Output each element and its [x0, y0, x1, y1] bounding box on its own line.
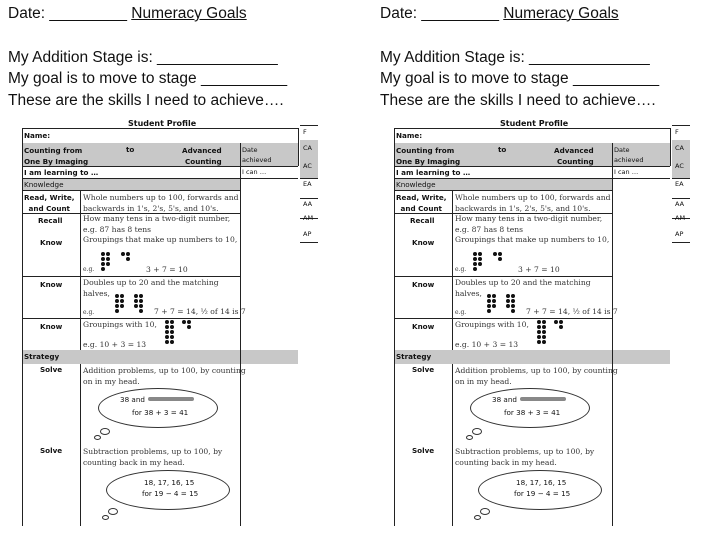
dot [559, 320, 563, 324]
dot [542, 325, 546, 329]
dot [101, 257, 105, 261]
dot [478, 252, 482, 256]
stage-target: Advanced Counting [554, 146, 594, 166]
dot [165, 340, 169, 344]
dot [115, 299, 119, 303]
dot [492, 299, 496, 303]
dot [139, 294, 143, 298]
dot [537, 340, 541, 344]
dot [101, 262, 105, 266]
strategy-label: Strategy [24, 352, 60, 361]
stage-ca: CA [303, 144, 312, 152]
row-label: Know [412, 238, 435, 247]
i-can-label: I can … [242, 168, 267, 176]
row-label: Recall [410, 216, 435, 225]
row-text: Groupings with 10, [83, 320, 157, 329]
sheet-title: Numeracy Goals [503, 5, 619, 22]
dot [134, 304, 138, 308]
dot [473, 267, 477, 271]
dot [542, 320, 546, 324]
stage-f: F [303, 128, 307, 136]
solve-text: Subtraction problems, up to 100, by counting back in my head. [83, 447, 223, 467]
skills-line: These are the skills I need to achieve…. [8, 92, 284, 109]
dot [165, 330, 169, 334]
row-label: Know [412, 280, 435, 289]
dot [542, 330, 546, 334]
dot [537, 325, 541, 329]
dot [492, 294, 496, 298]
dot [139, 304, 143, 308]
dot [115, 294, 119, 298]
dot [537, 330, 541, 334]
stage-ea: EA [303, 180, 312, 188]
stage-to: to [498, 145, 507, 154]
counters-icon [148, 397, 194, 401]
learning-label: I am learning to … [24, 168, 99, 177]
row-label: Know [412, 322, 435, 331]
dot [506, 299, 510, 303]
goal-sheet [380, 0, 720, 540]
learning-label: I am learning to … [396, 168, 471, 177]
row-text: How many tens in a two-digit number, e.g. 87 has 8 tens Groupings that make up numbers to 10, [83, 214, 238, 244]
row-label: Know [40, 238, 63, 247]
stage-target: Advanced Counting [182, 146, 222, 166]
dot [537, 335, 541, 339]
row-eg: e.g. [455, 266, 467, 273]
dot [182, 320, 186, 324]
date-achieved: Date achieved [614, 146, 644, 164]
dot [170, 340, 174, 344]
dot [506, 304, 510, 308]
name-label: Name: [24, 131, 51, 140]
dot [115, 304, 119, 308]
dot [170, 330, 174, 334]
row-label: Know [40, 322, 63, 331]
row-text: How many tens in a two-digit number, e.g. 87 has 8 tens Groupings that make up numbers to 10, [455, 214, 610, 244]
dot [542, 340, 546, 344]
dot [170, 320, 174, 324]
row-eg: e.g. [455, 309, 467, 316]
addition-stage-line: My Addition Stage is: ______________ [380, 49, 650, 66]
dot [473, 257, 477, 261]
stage-aa: AA [303, 200, 313, 208]
stage-am: AM [675, 214, 686, 222]
knowledge-label: Knowledge [396, 180, 436, 189]
solve-label: Solve [412, 365, 435, 374]
cloud-text: for 38 + 3 = 41 [132, 408, 189, 417]
dot [506, 294, 510, 298]
dot [473, 252, 477, 256]
dot [165, 325, 169, 329]
stage-f: F [675, 128, 679, 136]
dot [187, 320, 191, 324]
dot [473, 262, 477, 266]
stage-ac: AC [303, 162, 312, 170]
row-label: Recall [38, 216, 63, 225]
dot [487, 304, 491, 308]
dot [559, 325, 563, 329]
sheet-title: Numeracy Goals [131, 5, 247, 22]
date-field: Date: _________ [8, 5, 127, 22]
row-label: Read, Write, and Count [396, 193, 447, 213]
goal-stage-line: My goal is to move to stage __________ [8, 70, 288, 87]
row-text: Doubles up to 20 and the matching halves, [455, 278, 591, 298]
student-profile [20, 118, 320, 526]
dot [106, 262, 110, 266]
row-eg: e.g. [83, 309, 95, 316]
row-eg: e.g. 10 + 3 = 13 [455, 340, 519, 349]
dot [537, 320, 541, 324]
cloud-text: 38 and [120, 395, 145, 404]
dot [487, 309, 491, 313]
cloud-text: 18, 17, 16, 15 [516, 478, 567, 487]
dot [106, 252, 110, 256]
knowledge-label: Knowledge [24, 180, 64, 189]
row-equation: 3 + 7 = 10 [146, 265, 188, 274]
row-text: Whole numbers up to 100, forwards and backwards in 1's, 2's, 5's, and 10's. [455, 193, 611, 213]
dot [126, 252, 130, 256]
dot [120, 299, 124, 303]
dot [134, 299, 138, 303]
dot [139, 309, 143, 313]
row-text: Doubles up to 20 and the matching halves, [83, 278, 219, 298]
stage-from: Counting from One By Imaging [24, 146, 89, 166]
row-label: Know [40, 280, 63, 289]
row-equation: 7 + 7 = 14, ½ of 14 is 7 [526, 307, 618, 316]
solve-text: Addition problems, up to 100, by counting on in my head. [83, 366, 246, 386]
cloud-text: for 19 − 4 = 15 [142, 489, 199, 498]
stage-ap: AP [303, 230, 312, 238]
cloud-text: for 19 − 4 = 15 [514, 489, 571, 498]
dot [101, 252, 105, 256]
cloud-text: 38 and [492, 395, 517, 404]
dot [487, 299, 491, 303]
solve-label: Solve [40, 365, 63, 374]
stage-ap: AP [675, 230, 684, 238]
solve-label: Solve [412, 446, 435, 455]
name-label: Name: [396, 131, 423, 140]
skills-line: These are the skills I need to achieve…. [380, 92, 656, 109]
dot [554, 320, 558, 324]
profile-title: Student Profile [500, 119, 569, 128]
date-field: Date: _________ [380, 5, 499, 22]
solve-text: Subtraction problems, up to 100, by counting back in my head. [455, 447, 595, 467]
stage-to: to [126, 145, 135, 154]
dot [126, 257, 130, 261]
row-eg: e.g. 10 + 3 = 13 [83, 340, 147, 349]
stage-from: Counting from One By Imaging [396, 146, 461, 166]
goal-sheet [8, 0, 358, 540]
addition-stage-line: My Addition Stage is: ______________ [8, 49, 278, 66]
dot [487, 294, 491, 298]
solve-text: Addition problems, up to 100, by counting on in my head. [455, 366, 618, 386]
dot [511, 304, 515, 308]
date-achieved: Date achieved [242, 146, 272, 164]
stage-aa: AA [675, 200, 685, 208]
dot [170, 325, 174, 329]
row-equation: 7 + 7 = 14, ½ of 14 is 7 [154, 307, 246, 316]
dot [542, 335, 546, 339]
cloud-text: for 38 + 3 = 41 [504, 408, 561, 417]
dot [492, 304, 496, 308]
dot [511, 294, 515, 298]
sheet-header [380, 5, 619, 23]
dot [134, 294, 138, 298]
dot [498, 257, 502, 261]
dot [165, 335, 169, 339]
cloud-text: 18, 17, 16, 15 [144, 478, 195, 487]
dot [493, 252, 497, 256]
dot [170, 335, 174, 339]
stage-am: AM [303, 214, 314, 222]
goal-stage-line: My goal is to move to stage __________ [380, 70, 660, 87]
dot [115, 309, 119, 313]
profile-title: Student Profile [128, 119, 197, 128]
dot [121, 252, 125, 256]
dot [511, 299, 515, 303]
dot [120, 304, 124, 308]
dot [101, 267, 105, 271]
dot [498, 252, 502, 256]
row-eg: e.g. [83, 266, 95, 273]
stage-ea: EA [675, 180, 684, 188]
stage-ca: CA [675, 144, 684, 152]
strategy-label: Strategy [396, 352, 432, 361]
i-can-label: I can … [614, 168, 639, 176]
dot [165, 320, 169, 324]
row-label: Read, Write, and Count [24, 193, 75, 213]
sheet-header [8, 5, 247, 23]
student-profile [392, 118, 692, 526]
stage-ac: AC [675, 162, 684, 170]
dot [120, 294, 124, 298]
solve-label: Solve [40, 446, 63, 455]
dot [478, 257, 482, 261]
row-equation: 3 + 7 = 10 [518, 265, 560, 274]
dot [139, 299, 143, 303]
row-text: Whole numbers up to 100, forwards and backwards in 1's, 2's, 5's, and 10's. [83, 193, 239, 213]
dot [106, 257, 110, 261]
dot [478, 262, 482, 266]
row-text: Groupings with 10, [455, 320, 529, 329]
dot [511, 309, 515, 313]
dot [187, 325, 191, 329]
counters-icon [520, 397, 566, 401]
